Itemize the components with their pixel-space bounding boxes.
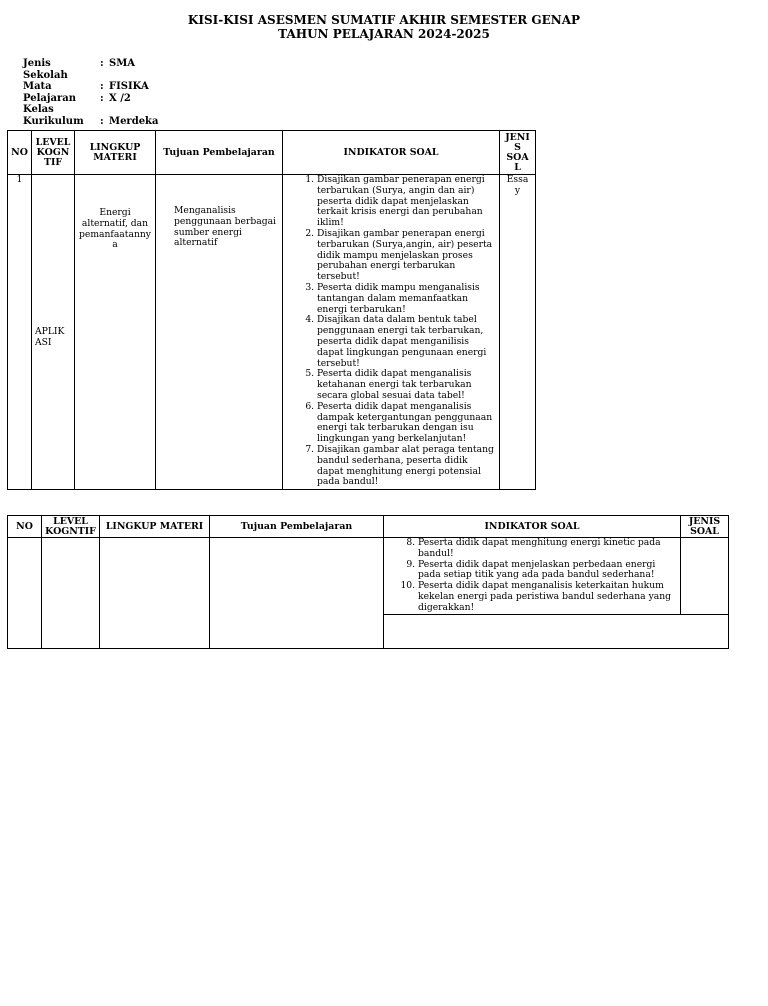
list-item: 5. Peserta didik dapat menganalisis ketahanan energi tak terbarukan secara global sesuai data tabel!	[317, 369, 495, 401]
cell-level	[32, 175, 75, 490]
info-value: FISIKA	[109, 81, 149, 92]
list-item: 3. Peserta didik mampu menganalisis tantangan dalam memanfaatkan energi terbarukan!	[317, 283, 495, 315]
table-header-row	[8, 131, 536, 175]
cell-level	[42, 538, 100, 649]
cell-lingkup	[75, 175, 156, 490]
info-label: Kelas	[23, 104, 54, 115]
cell-lingkup	[100, 538, 210, 649]
cell-tujuan	[156, 175, 283, 490]
list-item: 4. Disajikan data dalam bentuk tabel penggunaan energi tak terbarukan, peserta didik dapat menganilisis dapat lingkungan pengunaan energi tersebut!	[317, 315, 495, 369]
indikator-list	[384, 538, 674, 614]
list-item: 10. Peserta didik dapat menganalisis keterkaitan hukum kekelan energi pada peristiwa bandul sederhana yang digerakkan!	[418, 581, 674, 613]
col-header-level: LEVEL KOGN TIF	[32, 131, 75, 175]
info-value: SMA	[109, 58, 136, 69]
cell-jenis	[681, 538, 729, 615]
tujuan-text: Menganalisis penggunaan berbagai sumber energi alternatif	[174, 205, 276, 249]
col-header-indikator: INDIKATOR SOAL	[384, 516, 681, 538]
table-row	[8, 175, 536, 490]
info-value: X /2	[109, 92, 131, 104]
col-header-indikator: INDIKATOR SOAL	[283, 131, 500, 175]
lingkup-text: Energi alternatif, dan pemanfaatanny a	[79, 207, 151, 251]
col-header-level: LEVEL KOGNTIF	[42, 516, 100, 538]
page-title-line1: KISI-KISI ASESMEN SUMATIF AKHIR SEMESTER GENAP	[187, 13, 581, 27]
list-item: 7. Disajikan gambar alat peraga tentang bandul sederhana, peserta didik dapat menghitung energi potensial pada bandul!	[317, 445, 495, 488]
list-item: 1. Disajikan gambar penerapan energi terbarukan (Surya, angin dan air) peserta didik dapat menjelaskan terkait krisis energi dan perubahan iklim!	[317, 175, 495, 229]
cell-no: 1	[8, 175, 32, 490]
cell-no	[8, 538, 42, 649]
col-header-tujuan: Tujuan Pembelajaran	[156, 131, 283, 175]
table-row	[8, 538, 729, 615]
list-item: 9. Peserta didik dapat menjelaskan perbedaan energi pada setiap titik yang ada pada bandul sederhana!	[418, 560, 674, 582]
cell-jenis: Essa y	[500, 175, 536, 490]
cell-empty	[384, 614, 729, 648]
cell-indikator	[384, 538, 681, 615]
col-header-jenis: JENI S SOA L	[500, 131, 536, 175]
info-label: Jenis Sekolah	[23, 58, 68, 81]
list-item: 6. Peserta didik dapat menganalisis dampak ketergantungan penggunaan energi tak terbarukan dengan isu lingkungan yang berkelanjutan!	[317, 402, 495, 445]
info-label: Mata Pelajaran	[23, 81, 77, 104]
level-text: APLIK ASI	[35, 326, 65, 348]
info-label: Kurikulum	[23, 115, 84, 127]
col-header-lingkup: LINGKUP MATERI	[75, 131, 156, 175]
info-value: Merdeka	[109, 115, 159, 127]
cell-tujuan	[210, 538, 384, 649]
list-item: 8. Peserta didik dapat menghitung energi kinetic pada bandul!	[418, 538, 674, 560]
col-header-lingkup: LINGKUP MATERI	[100, 516, 210, 538]
list-item: 2. Disajikan gambar penerapan energi terbarukan (Surya,angin, air) peserta didik mampu menjelaskan proses perubahan energi terbarukan tersebut!	[317, 229, 495, 283]
info-colon: :	[100, 58, 104, 69]
page-title-line2: TAHUN PELAJARAN 2024-2025	[278, 27, 490, 41]
col-header-no: NO	[8, 131, 32, 175]
kisi-table-1	[7, 130, 536, 490]
info-colon: :	[100, 92, 104, 104]
col-header-no: NO	[8, 516, 42, 538]
col-header-tujuan: Tujuan Pembelajaran	[210, 516, 384, 538]
kisi-table-2	[7, 515, 729, 649]
info-colon: :	[100, 115, 104, 127]
col-header-jenis: JENIS SOAL	[681, 516, 729, 538]
info-colon: :	[100, 81, 104, 92]
table-header-row	[8, 516, 729, 538]
indikator-list	[283, 175, 495, 488]
cell-indikator	[283, 175, 500, 490]
